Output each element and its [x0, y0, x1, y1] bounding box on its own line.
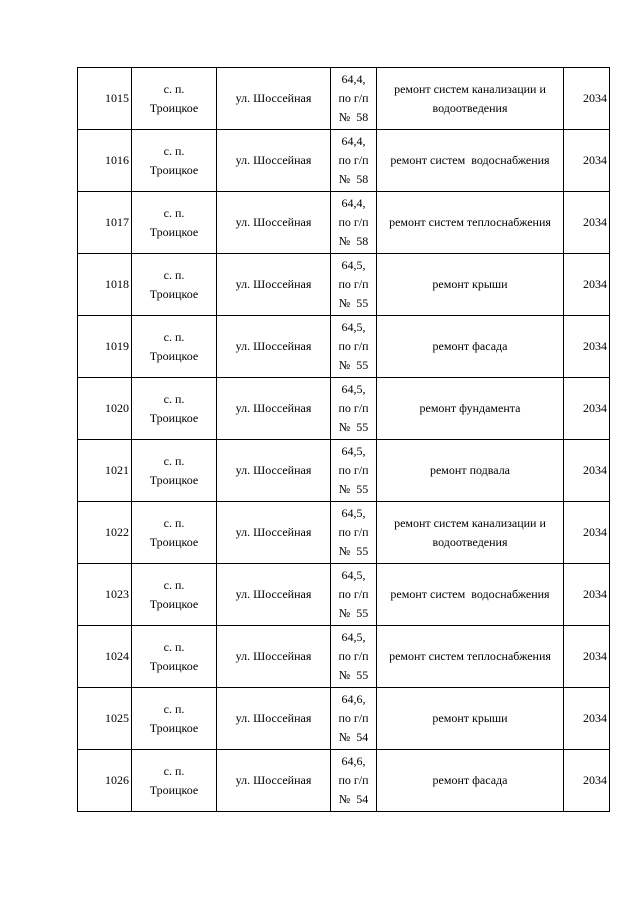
row-number-cell	[78, 440, 132, 502]
settlement-cell	[132, 688, 217, 750]
street-cell	[217, 502, 331, 564]
street-name: ул. Шоссейная	[235, 215, 312, 229]
house-number-line: № 55	[338, 668, 369, 682]
row-number-cell	[78, 192, 132, 254]
work-type-cell	[377, 440, 564, 502]
settlement-cell	[132, 316, 217, 378]
row-number-cell	[78, 316, 132, 378]
settlement-cell	[132, 192, 217, 254]
street-name: ул. Шоссейная	[235, 711, 312, 725]
settlement-line: с. п.	[163, 267, 185, 282]
house-number-line: № 54	[338, 792, 369, 806]
row-number: 1015	[105, 91, 129, 105]
work-type-cell	[377, 564, 564, 626]
work-type-line: ремонт фасада	[432, 339, 508, 353]
street-name: ул. Шоссейная	[235, 649, 312, 663]
planned-year: 2034	[583, 463, 607, 477]
street-name: ул. Шоссейная	[235, 153, 312, 167]
street-name: ул. Шоссейная	[235, 401, 312, 415]
street-cell	[217, 254, 331, 316]
row-number: 1019	[105, 339, 129, 353]
work-type-line: ремонт систем канализации и	[394, 515, 546, 530]
settlement-line: Троицкое	[149, 720, 199, 735]
house-number-line: по г/п	[338, 153, 369, 167]
street-cell	[217, 316, 331, 378]
work-type-cell	[377, 316, 564, 378]
work-type-line: ремонт систем канализации и	[394, 81, 546, 96]
table-row	[78, 130, 610, 192]
settlement-line: с. п.	[163, 329, 185, 344]
work-type-line: водоотведения	[432, 100, 508, 115]
settlement-line: Троицкое	[149, 410, 199, 425]
house-number-line: по г/п	[338, 463, 369, 477]
row-number-cell	[78, 564, 132, 626]
house-number-cell	[331, 626, 377, 688]
settlement-cell	[132, 626, 217, 688]
house-number-line: по г/п	[338, 773, 369, 787]
street-cell	[217, 750, 331, 812]
planned-year: 2034	[583, 91, 607, 105]
settlement-line: Троицкое	[149, 658, 199, 673]
work-type-line: ремонт систем водоснабжения	[390, 153, 550, 167]
year-cell	[564, 688, 610, 750]
work-type-line: ремонт крыши	[432, 277, 508, 291]
settlement-line: с. п.	[163, 205, 185, 220]
house-number-line: по г/п	[338, 277, 369, 291]
table-row	[78, 564, 610, 626]
street-name: ул. Шоссейная	[235, 463, 312, 477]
street-name: ул. Шоссейная	[235, 773, 312, 787]
house-number-line: 64,5,	[341, 568, 366, 582]
year-cell	[564, 316, 610, 378]
row-number: 1017	[105, 215, 129, 229]
settlement-line: с. п.	[163, 701, 185, 716]
work-type-cell	[377, 192, 564, 254]
house-number-line: 64,4,	[341, 134, 366, 148]
work-type-line: ремонт фасада	[432, 773, 508, 787]
house-number-line: 64,5,	[341, 506, 366, 520]
house-number-line: 64,4,	[341, 196, 366, 210]
house-number-line: 64,6,	[341, 754, 366, 768]
house-number-line: № 55	[338, 420, 369, 434]
settlement-line: с. п.	[163, 577, 185, 592]
settlement-line: с. п.	[163, 391, 185, 406]
planned-year: 2034	[583, 525, 607, 539]
house-number-line: 64,5,	[341, 382, 366, 396]
settlement-cell	[132, 68, 217, 130]
settlement-cell	[132, 502, 217, 564]
table-body	[78, 68, 610, 812]
house-number-line: 64,5,	[341, 258, 366, 272]
repair-plan-table	[77, 67, 610, 812]
settlement-line: Троицкое	[149, 596, 199, 611]
planned-year: 2034	[583, 339, 607, 353]
settlement-cell	[132, 564, 217, 626]
row-number: 1023	[105, 587, 129, 601]
settlement-line: Троицкое	[149, 224, 199, 239]
year-cell	[564, 192, 610, 254]
house-number-line: по г/п	[338, 339, 369, 353]
work-type-cell	[377, 130, 564, 192]
row-number: 1025	[105, 711, 129, 725]
house-number-line: № 55	[338, 606, 369, 620]
settlement-line: Троицкое	[149, 286, 199, 301]
planned-year: 2034	[583, 277, 607, 291]
row-number: 1016	[105, 153, 129, 167]
work-type-line: ремонт крыши	[432, 711, 508, 725]
row-number: 1026	[105, 773, 129, 787]
house-number-cell	[331, 564, 377, 626]
house-number-cell	[331, 192, 377, 254]
row-number: 1021	[105, 463, 129, 477]
work-type-cell	[377, 68, 564, 130]
house-number-line: по г/п	[338, 401, 369, 415]
planned-year: 2034	[583, 711, 607, 725]
settlement-line: Троицкое	[149, 782, 199, 797]
street-name: ул. Шоссейная	[235, 339, 312, 353]
row-number-cell	[78, 750, 132, 812]
year-cell	[564, 130, 610, 192]
house-number-cell	[331, 254, 377, 316]
street-name: ул. Шоссейная	[235, 525, 312, 539]
table-row	[78, 254, 610, 316]
house-number-line: по г/п	[338, 525, 369, 539]
planned-year: 2034	[583, 773, 607, 787]
year-cell	[564, 68, 610, 130]
row-number-cell	[78, 68, 132, 130]
table-row	[78, 68, 610, 130]
table-row	[78, 688, 610, 750]
street-name: ул. Шоссейная	[235, 277, 312, 291]
house-number-cell	[331, 440, 377, 502]
table-row	[78, 750, 610, 812]
year-cell	[564, 750, 610, 812]
house-number-line: № 58	[338, 234, 369, 248]
row-number-cell	[78, 688, 132, 750]
house-number-line: № 55	[338, 296, 369, 310]
street-cell	[217, 130, 331, 192]
settlement-line: с. п.	[163, 515, 185, 530]
work-type-line: ремонт систем водоснабжения	[390, 587, 550, 601]
row-number-cell	[78, 378, 132, 440]
house-number-line: 64,5,	[341, 630, 366, 644]
house-number-line: № 58	[338, 110, 369, 124]
table-row	[78, 192, 610, 254]
street-cell	[217, 688, 331, 750]
settlement-line: с. п.	[163, 763, 185, 778]
year-cell	[564, 378, 610, 440]
house-number-line: № 55	[338, 358, 369, 372]
settlement-line: Троицкое	[149, 162, 199, 177]
work-type-cell	[377, 688, 564, 750]
work-type-line: ремонт подвала	[429, 463, 511, 477]
table-row	[78, 440, 610, 502]
work-type-line: водоотведения	[432, 534, 508, 549]
planned-year: 2034	[583, 587, 607, 601]
work-type-cell	[377, 626, 564, 688]
table-row	[78, 316, 610, 378]
house-number-cell	[331, 378, 377, 440]
settlement-cell	[132, 254, 217, 316]
house-number-line: 64,5,	[341, 320, 366, 334]
row-number-cell	[78, 626, 132, 688]
planned-year: 2034	[583, 401, 607, 415]
settlement-line: Троицкое	[149, 472, 199, 487]
year-cell	[564, 254, 610, 316]
house-number-cell	[331, 502, 377, 564]
planned-year: 2034	[583, 215, 607, 229]
year-cell	[564, 626, 610, 688]
settlement-line: с. п.	[163, 143, 185, 158]
year-cell	[564, 564, 610, 626]
settlement-line: с. п.	[163, 81, 185, 96]
year-cell	[564, 502, 610, 564]
row-number: 1018	[105, 277, 129, 291]
settlement-cell	[132, 750, 217, 812]
settlement-line: с. п.	[163, 453, 185, 468]
row-number-cell	[78, 130, 132, 192]
work-type-cell	[377, 750, 564, 812]
work-type-cell	[377, 254, 564, 316]
house-number-line: 64,6,	[341, 692, 366, 706]
street-cell	[217, 440, 331, 502]
settlement-line: Троицкое	[149, 100, 199, 115]
row-number: 1020	[105, 401, 129, 415]
house-number-line: № 58	[338, 172, 369, 186]
work-type-cell	[377, 378, 564, 440]
house-number-line: № 55	[338, 544, 369, 558]
settlement-line: Троицкое	[149, 348, 199, 363]
house-number-line: 64,4,	[341, 72, 366, 86]
street-name: ул. Шоссейная	[235, 587, 312, 601]
row-number-cell	[78, 502, 132, 564]
street-cell	[217, 192, 331, 254]
house-number-cell	[331, 68, 377, 130]
house-number-line: по г/п	[338, 91, 369, 105]
row-number: 1024	[105, 649, 129, 663]
street-cell	[217, 68, 331, 130]
work-type-cell	[377, 502, 564, 564]
settlement-cell	[132, 440, 217, 502]
street-cell	[217, 378, 331, 440]
settlement-cell	[132, 378, 217, 440]
settlement-cell	[132, 130, 217, 192]
work-type-line: ремонт систем теплоснабжения	[389, 215, 551, 229]
house-number-line: по г/п	[338, 215, 369, 229]
house-number-line: по г/п	[338, 711, 369, 725]
house-number-line: 64,5,	[341, 444, 366, 458]
row-number-cell	[78, 254, 132, 316]
house-number-line: по г/п	[338, 587, 369, 601]
row-number: 1022	[105, 525, 129, 539]
house-number-line: по г/п	[338, 649, 369, 663]
house-number-line: № 54	[338, 730, 369, 744]
year-cell	[564, 440, 610, 502]
street-cell	[217, 626, 331, 688]
table-row	[78, 626, 610, 688]
settlement-line: Троицкое	[149, 534, 199, 549]
table-row	[78, 502, 610, 564]
table-row	[78, 378, 610, 440]
settlement-line: с. п.	[163, 639, 185, 654]
planned-year: 2034	[583, 649, 607, 663]
work-type-line: ремонт фундамента	[419, 401, 521, 415]
street-name: ул. Шоссейная	[235, 91, 312, 105]
house-number-cell	[331, 750, 377, 812]
house-number-cell	[331, 688, 377, 750]
house-number-line: № 55	[338, 482, 369, 496]
work-type-line: ремонт систем теплоснабжения	[389, 649, 551, 663]
street-cell	[217, 564, 331, 626]
planned-year: 2034	[583, 153, 607, 167]
house-number-cell	[331, 130, 377, 192]
house-number-cell	[331, 316, 377, 378]
